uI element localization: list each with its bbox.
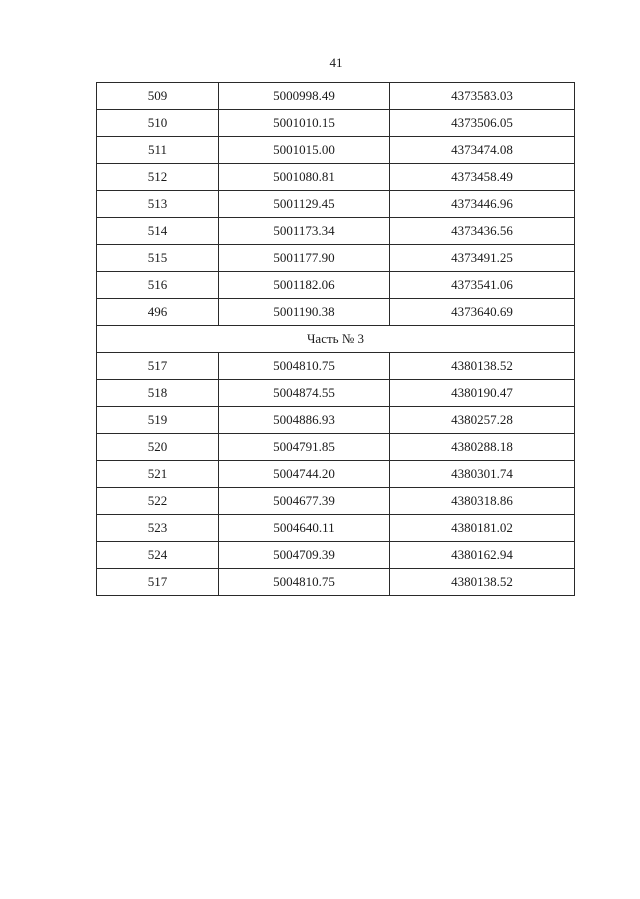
x-coordinate-cell: 5001190.38 — [219, 299, 390, 326]
y-coordinate-cell: 4373436.56 — [390, 218, 575, 245]
y-coordinate-cell: 4373491.25 — [390, 245, 575, 272]
y-coordinate-cell: 4380288.18 — [390, 434, 575, 461]
point-number-cell: 514 — [97, 218, 219, 245]
y-coordinate-cell: 4380301.74 — [390, 461, 575, 488]
table-row — [97, 380, 575, 407]
x-coordinate-cell: 5001173.34 — [219, 218, 390, 245]
table-row — [97, 407, 575, 434]
table-row — [97, 191, 575, 218]
table-row — [97, 272, 575, 299]
section-label: Часть № 3 — [97, 326, 575, 353]
point-number-cell: 516 — [97, 272, 219, 299]
point-number-cell: 524 — [97, 542, 219, 569]
table-row — [97, 353, 575, 380]
y-coordinate-cell: 4380190.47 — [390, 380, 575, 407]
x-coordinate-cell: 5000998.49 — [219, 83, 390, 110]
point-number-cell: 517 — [97, 569, 219, 596]
x-coordinate-cell: 5004810.75 — [219, 569, 390, 596]
x-coordinate-cell: 5001177.90 — [219, 245, 390, 272]
x-coordinate-cell: 5004886.93 — [219, 407, 390, 434]
table-row — [97, 542, 575, 569]
point-number-cell: 512 — [97, 164, 219, 191]
point-number-cell: 520 — [97, 434, 219, 461]
coordinates-table — [96, 82, 575, 596]
point-number-cell: 521 — [97, 461, 219, 488]
point-number-cell: 522 — [97, 488, 219, 515]
point-number-cell: 523 — [97, 515, 219, 542]
y-coordinate-cell: 4380318.86 — [390, 488, 575, 515]
y-coordinate-cell: 4373458.49 — [390, 164, 575, 191]
table-row — [97, 83, 575, 110]
y-coordinate-cell: 4380138.52 — [390, 353, 575, 380]
table-row — [97, 137, 575, 164]
x-coordinate-cell: 5004810.75 — [219, 353, 390, 380]
point-number-cell: 519 — [97, 407, 219, 434]
point-number-cell: 515 — [97, 245, 219, 272]
table-row — [97, 164, 575, 191]
point-number-cell: 496 — [97, 299, 219, 326]
y-coordinate-cell: 4373583.03 — [390, 83, 575, 110]
section-row — [97, 326, 575, 353]
table-row — [97, 515, 575, 542]
x-coordinate-cell: 5001010.15 — [219, 110, 390, 137]
table-row — [97, 245, 575, 272]
table-row — [97, 110, 575, 137]
y-coordinate-cell: 4380162.94 — [390, 542, 575, 569]
point-number-cell: 509 — [97, 83, 219, 110]
table-row — [97, 461, 575, 488]
table-row — [97, 434, 575, 461]
x-coordinate-cell: 5001182.06 — [219, 272, 390, 299]
y-coordinate-cell: 4373506.05 — [390, 110, 575, 137]
y-coordinate-cell: 4373640.69 — [390, 299, 575, 326]
x-coordinate-cell: 5004640.11 — [219, 515, 390, 542]
y-coordinate-cell: 4373446.96 — [390, 191, 575, 218]
x-coordinate-cell: 5001015.00 — [219, 137, 390, 164]
y-coordinate-cell: 4380138.52 — [390, 569, 575, 596]
point-number-cell: 518 — [97, 380, 219, 407]
table-row — [97, 569, 575, 596]
x-coordinate-cell: 5004677.39 — [219, 488, 390, 515]
x-coordinate-cell: 5001129.45 — [219, 191, 390, 218]
table-row — [97, 299, 575, 326]
table-row — [97, 218, 575, 245]
y-coordinate-cell: 4373474.08 — [390, 137, 575, 164]
point-number-cell: 517 — [97, 353, 219, 380]
x-coordinate-cell: 5004744.20 — [219, 461, 390, 488]
x-coordinate-cell: 5004874.55 — [219, 380, 390, 407]
y-coordinate-cell: 4380181.02 — [390, 515, 575, 542]
point-number-cell: 510 — [97, 110, 219, 137]
y-coordinate-cell: 4373541.06 — [390, 272, 575, 299]
y-coordinate-cell: 4380257.28 — [390, 407, 575, 434]
point-number-cell: 511 — [97, 137, 219, 164]
x-coordinate-cell: 5001080.81 — [219, 164, 390, 191]
table-row — [97, 488, 575, 515]
x-coordinate-cell: 5004791.85 — [219, 434, 390, 461]
point-number-cell: 513 — [97, 191, 219, 218]
x-coordinate-cell: 5004709.39 — [219, 542, 390, 569]
page-number: 41 — [329, 55, 343, 70]
coordinates-table-body — [97, 83, 575, 596]
